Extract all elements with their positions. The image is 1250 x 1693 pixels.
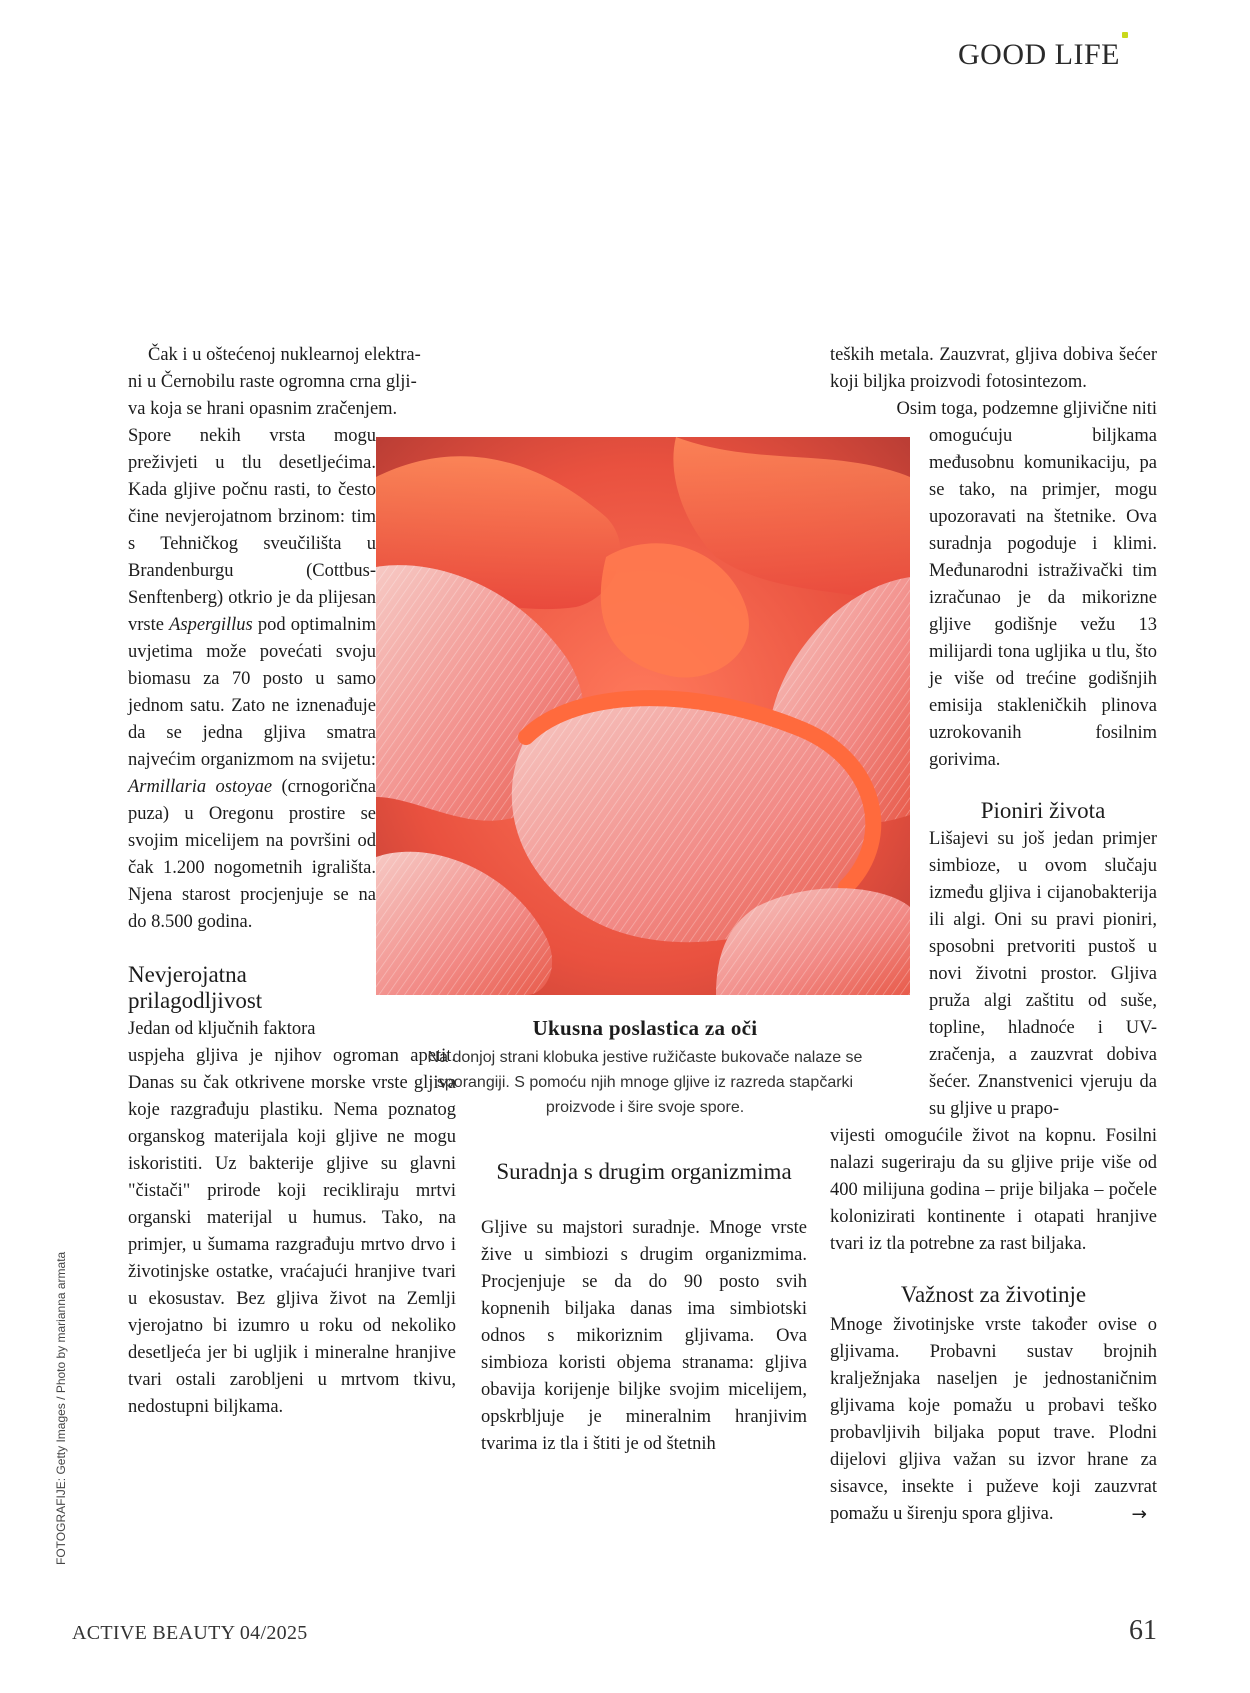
col1-intro-line-2: ni u Černobilu raste ogromna crna glji- xyxy=(128,372,417,392)
heading-pioniri: Pioniri života xyxy=(980,798,1106,823)
column-2 xyxy=(481,1159,807,1458)
section-dot xyxy=(1122,32,1128,38)
col1-text-a: Spore nekih vrsta mogu preživjeti u tlu desetljećima. Kada gljive počnu rasti, to često čine nevjerojatnom brzinom: tim s Tehničkog sveučilišta u Brandenburgu (Cottbus-Senftenberg) otkrio je da plijesan vrste xyxy=(128,426,376,635)
footer-magazine: ACTIVE BEAUTY 04/2025 xyxy=(72,1622,308,1644)
caption-text: Na donjoj strani klobuka jestive ružičaste bukovače nalaze se sporangiji. S pomoću njih mnoge gljive iz razreda stapčarki proizvode i šire svoje spore. xyxy=(427,1049,863,1116)
col1-italic-armillaria: Armillaria ostoyae xyxy=(128,777,273,797)
heading-nevjerojatna: Nevjerojatna prilagodljivost xyxy=(128,962,263,1013)
col3-p2-narrow: Lišajevi su još jedan primjer simbioze, u ovom slučaju između gljiva i cijanobakterija ili algi. Oni su pravi pioniri, sposobni pretvoriti pustoš u novi životni prostor. Gljiva pruža algi zaštitu od suše, topline, hladnoće i UV-zračenja, a zauzvrat dobiva šećer. Znanstvenici vjeruju da su gljive u prapo- xyxy=(929,829,1157,1119)
col1-p2-wide: uspjeha gljiva je njihov ogroman apetit. Danas su čak otkrivene morske vrste gljiva koje razgrađuju plastiku. Nema poznatog organskog materijala koji gljive ne mogu iskoristiti. Uz bakterije gljive su glavni "čistači" prirode koji recikliraju mrtvi organski materijal u humus. Tako, na primjer, u šumama razgrađuju mrtvo drvo i životinjske ostatke, vraćajući hranjive tvari u ekosustav. Bez gljiva život na Zemlji vjerojatno bi izumro u roku od nekoliko desetljeća jer bi ugljik i mineralne hranjive tvari ostali zarobljeni u mrtvom tkivu, nedostupni biljkama. xyxy=(128,1046,456,1417)
col3-p3-text: Mnoge životinjske vrste također ovise o gljivama. Probavni sustav brojnih kralježnjaka naseljen je jednostaničnim gljivama koje pomažu u probavi teško probavljivih biljaka poput trave. Plodni dijelovi gljiva važan su izvor hrane za sisavce, insekte i puževe koji zauzvrat pomažu u širenju spora gljiva. xyxy=(830,1315,1157,1524)
photo-credit: FOTOGRAFIJE: Getty Images / Photo by marianna armata xyxy=(54,1251,68,1565)
photo-caption xyxy=(400,1016,890,1120)
col3-p3 xyxy=(830,1312,1157,1528)
col3-p1-narrow: omogućuju biljkama međusobnu komunikaciju, pa se tako, na primjer, mogu upozoravati na štetnike. Ova suradnja pogoduje i klimi. Međunarodni istraživački tim izračunao je da mikorizne gljive godišnje vežu 13 milijardi tona ugljika u tlu, što je više od trećine godišnjih emisija stakleničkih plinova uzrokovanih fosilnim gorivima. xyxy=(929,426,1157,770)
col1-intro-line-3: va koja se hrani opasnim zračenjem. xyxy=(128,399,398,419)
col1-p2-narrow: Jedan od ključnih faktora xyxy=(128,1019,316,1039)
col1-intro-narrow xyxy=(128,423,376,936)
page-number: 61 xyxy=(1129,1615,1157,1646)
caption-title: Ukusna poslastica za oči xyxy=(532,1016,758,1040)
col1-intro-line-1: Čak i u oštećenoj nuklearnoj elektra- xyxy=(148,345,421,365)
col3-p1-wide: teških metala. Zauzvrat, gljiva dobiva šećer koji biljka proizvodi fotosintezom. xyxy=(830,345,1157,392)
col3-p2-wide: vijesti omogućile život na kopnu. Fosilni nalazi sugeriraju da su gljive prije više od 400 milijuna godina – prije biljaka – počele kolonizirati kontinente i otapati hranjive tvari iz tla potrebne za rast biljaka. xyxy=(830,1126,1157,1254)
col1-italic-aspergillus: Aspergillus xyxy=(169,615,253,635)
continue-arrow-icon: → xyxy=(1131,1504,1147,1525)
col2-text: Gljive su majstori suradnje. Mnoge vrste žive u simbiozi s drugim organizmima. Procjenjuje se da do 90 posto svih kopnenih biljaka danas ima simbiotski odnos s mikoriznim gljivama. Ova simbioza koristi objema stranama: gljiva obavija korijenje biljke svojim micelijem, opskrbljuje je mineralnim hranjivim tvarima iz tla i štiti je od štetnih xyxy=(481,1218,807,1454)
heading-vaznost: Važnost za životinje xyxy=(900,1282,1087,1307)
col3-p1-indent: Osim toga, podzemne gljivične niti xyxy=(896,399,1157,419)
heading-suradnja: Suradnja s drugim organizmima xyxy=(496,1159,792,1184)
column-3 xyxy=(830,342,1157,1528)
col1-text-c: (crnogorična puza) u Oregonu prostire se svojim micelijem na površini od čak 1.200 nogometnih igrališta. Njena starost procjenjuje se na do 8.500 godina. xyxy=(128,777,376,932)
section-label: GOOD LIFE xyxy=(958,38,1120,71)
col1-text-b: pod optimalnim uvjetima može povećati svoju biomasu za 70 posto u samo jednom satu. Zato ne iznenađuje da se jedna gljiva smatra najvećim organizmom na svijetu: xyxy=(128,615,376,770)
